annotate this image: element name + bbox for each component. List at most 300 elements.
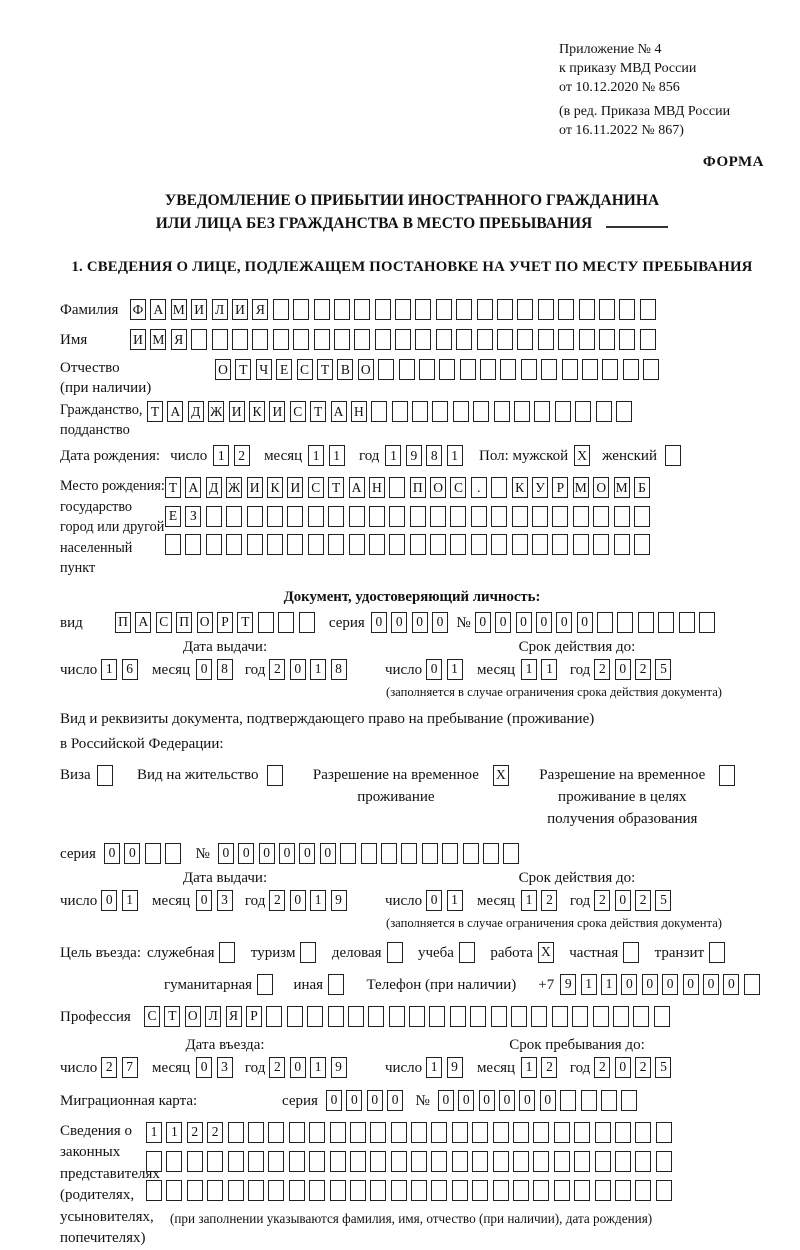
char-cell <box>370 1151 386 1172</box>
char-cell: 0 <box>346 1090 362 1111</box>
char-cell <box>289 1180 305 1201</box>
char-cell: Р <box>246 1006 262 1027</box>
char-cell: 1 <box>447 445 463 466</box>
tourism-checkbox <box>300 942 316 963</box>
char-cell <box>248 1180 264 1201</box>
char-cell <box>328 1006 344 1027</box>
id-valid-month-boxes <box>521 658 562 680</box>
char-cell: Т <box>317 359 333 380</box>
char-cell: С <box>156 612 172 633</box>
char-cell <box>617 612 633 633</box>
char-cell <box>450 506 466 527</box>
char-cell: Н <box>369 477 385 498</box>
char-cell <box>575 401 591 422</box>
char-cell: 1 <box>310 890 326 911</box>
citizenship-boxes <box>147 400 636 422</box>
annex-line: от 10.12.2020 № 856 <box>559 80 680 95</box>
char-cell <box>554 1122 570 1143</box>
purpose-humanitarian: гуманитарная <box>164 973 277 997</box>
char-cell: 5 <box>655 659 671 680</box>
char-cell <box>334 329 350 350</box>
res-issue-day-boxes <box>101 889 142 911</box>
char-cell <box>573 534 589 555</box>
char-cell: 0 <box>540 1090 556 1111</box>
char-cell <box>248 1122 264 1143</box>
char-cell <box>392 401 408 422</box>
char-cell <box>248 1151 264 1172</box>
char-cell: 1 <box>166 1122 182 1143</box>
phone-label: Телефон (при наличии) <box>366 976 517 993</box>
char-cell: Ч <box>256 359 272 380</box>
char-cell <box>411 1180 427 1201</box>
char-cell <box>334 299 350 320</box>
char-cell: 0 <box>218 843 234 864</box>
char-cell: 1 <box>521 890 537 911</box>
temp-residence-label: Разрешение на временное проживание <box>312 766 479 805</box>
char-cell <box>679 612 695 633</box>
char-cell: И <box>191 299 207 320</box>
char-cell <box>573 506 589 527</box>
char-cell <box>266 1006 282 1027</box>
mig-series-boxes <box>326 1089 408 1111</box>
char-cell: 1 <box>447 890 463 911</box>
phone-boxes <box>560 973 764 995</box>
char-cell: 9 <box>406 445 422 466</box>
char-cell: 1 <box>310 659 326 680</box>
char-cell <box>314 329 330 350</box>
char-cell: И <box>269 401 285 422</box>
char-cell <box>430 506 446 527</box>
char-cell: Л <box>205 1006 221 1027</box>
char-cell <box>375 299 391 320</box>
birthplace-rows <box>165 476 654 579</box>
id-kind-row <box>60 611 764 635</box>
surname-row <box>60 298 764 322</box>
res-date-headers <box>60 870 764 887</box>
char-cell: О <box>197 612 213 633</box>
id-valid-day-boxes <box>426 658 467 680</box>
char-cell <box>395 299 411 320</box>
visa-checkbox <box>97 765 113 786</box>
char-cell <box>614 506 630 527</box>
char-cell <box>232 329 248 350</box>
char-cell: 1 <box>426 1057 442 1078</box>
char-cell: 1 <box>310 1057 326 1078</box>
char-cell: 0 <box>290 1057 306 1078</box>
birth-date-label: Дата рождения: <box>60 448 161 464</box>
char-cell: 9 <box>331 1057 347 1078</box>
char-cell: 8 <box>217 659 233 680</box>
patronymic-label: Отчество (при наличии) <box>60 360 152 396</box>
id-date-headers <box>60 639 764 656</box>
char-cell: Ж <box>208 401 224 422</box>
char-cell <box>228 1180 244 1201</box>
char-cell <box>574 1180 590 1201</box>
char-cell: Е <box>276 359 292 380</box>
representatives-block <box>60 1121 764 1250</box>
char-cell: 1 <box>213 445 229 466</box>
char-cell: 0 <box>577 612 593 633</box>
char-cell <box>635 1122 651 1143</box>
char-cell <box>493 1151 509 1172</box>
char-cell <box>635 1180 651 1201</box>
series-label: серия <box>60 845 96 862</box>
char-cell <box>309 1122 325 1143</box>
res-number-boxes <box>218 842 524 864</box>
char-cell <box>602 359 618 380</box>
profession-row <box>60 1005 764 1029</box>
char-cell <box>453 401 469 422</box>
char-cell <box>391 1180 407 1201</box>
char-cell: М <box>573 477 589 498</box>
char-cell: 0 <box>703 974 719 995</box>
char-cell: М <box>150 329 166 350</box>
char-cell <box>328 534 344 555</box>
char-cell: 0 <box>387 1090 403 1111</box>
char-cell: А <box>150 299 166 320</box>
char-cell: 2 <box>541 1057 557 1078</box>
entry-date-headers <box>60 1037 764 1054</box>
month-label: месяц <box>152 892 191 909</box>
char-cell <box>415 329 431 350</box>
char-cell <box>146 1180 162 1201</box>
char-cell <box>517 329 533 350</box>
revision-line: от 16.11.2022 № 867) <box>559 123 684 138</box>
representatives-label: Сведения о законных представителях (родителях, усыновителях, попечителях) <box>60 1122 160 1246</box>
char-cell <box>165 534 181 555</box>
month-label: месяц <box>476 661 516 678</box>
char-cell: З <box>185 506 201 527</box>
char-cell <box>191 329 207 350</box>
char-cell <box>616 401 632 422</box>
given-name-row <box>60 328 764 352</box>
birth-year-boxes <box>385 444 467 466</box>
right-doc-line1: Вид и реквизиты документа, подтверждающего право на пребывание (проживание) <box>60 710 595 727</box>
char-cell <box>439 359 455 380</box>
char-cell <box>456 299 472 320</box>
char-cell: 1 <box>447 659 463 680</box>
year-label: год <box>569 661 591 678</box>
char-cell <box>247 506 263 527</box>
res-dates-row <box>60 889 764 913</box>
char-cell <box>596 401 612 422</box>
citizenship-label: Гражданство, подданство <box>60 402 143 438</box>
issue-date-header: Дата выдачи: <box>182 869 268 886</box>
stay-day-boxes <box>426 1056 467 1078</box>
char-cell <box>308 506 324 527</box>
month-label: месяц <box>152 1059 191 1076</box>
limited-note: (заполняется в случае ограничения срока действия документа) <box>386 684 722 699</box>
char-cell: 2 <box>269 659 285 680</box>
char-cell <box>267 534 283 555</box>
char-cell: 1 <box>581 974 597 995</box>
char-cell: 8 <box>426 445 442 466</box>
char-cell <box>533 1151 549 1172</box>
kind-label: вид <box>60 614 83 631</box>
char-cell <box>412 401 428 422</box>
char-cell: С <box>308 477 324 498</box>
char-cell <box>500 359 516 380</box>
char-cell: 0 <box>662 974 678 995</box>
entry-dates-row <box>60 1056 764 1080</box>
char-cell: П <box>410 477 426 498</box>
char-cell: 7 <box>122 1057 138 1078</box>
char-cell: О <box>215 359 231 380</box>
char-cell: 0 <box>391 612 407 633</box>
char-cell: 0 <box>238 843 254 864</box>
char-cell: 2 <box>234 445 250 466</box>
char-cell: О <box>593 477 609 498</box>
temp-residence-checkbox: X <box>493 765 509 786</box>
citizenship-row <box>60 400 764 440</box>
char-cell: 9 <box>331 890 347 911</box>
char-cell: 0 <box>290 659 306 680</box>
char-cell: 0 <box>556 612 572 633</box>
char-cell: 0 <box>536 612 552 633</box>
char-cell <box>228 1122 244 1143</box>
char-cell: 0 <box>320 843 336 864</box>
work-checkbox: X <box>538 942 554 963</box>
sex-female-checkbox <box>665 445 681 466</box>
char-cell: С <box>290 401 306 422</box>
char-cell: 0 <box>299 843 315 864</box>
year-label: год <box>244 892 266 909</box>
char-cell <box>207 1151 223 1172</box>
char-cell <box>613 1006 629 1027</box>
char-cell: 0 <box>104 843 120 864</box>
day-label: число <box>60 892 98 909</box>
char-cell: 6 <box>122 659 138 680</box>
char-cell <box>614 534 630 555</box>
char-cell <box>431 1151 447 1172</box>
char-cell <box>268 1151 284 1172</box>
char-cell <box>554 1180 570 1201</box>
char-cell: 1 <box>601 974 617 995</box>
res-valid-year-boxes <box>594 889 676 911</box>
form-title-line1: УВЕДОМЛЕНИЕ О ПРИБЫТИИ ИНОСТРАННОГО ГРАЖДАНИНА <box>164 192 660 209</box>
char-cell <box>581 1090 597 1111</box>
char-cell <box>599 299 615 320</box>
char-cell <box>389 534 405 555</box>
day-label: число <box>384 892 423 909</box>
visa-label: Виза <box>60 766 91 783</box>
char-cell <box>314 299 330 320</box>
year-label: год <box>569 892 591 909</box>
char-cell: 0 <box>615 890 631 911</box>
char-cell: 0 <box>458 1090 474 1111</box>
char-cell: Т <box>147 401 163 422</box>
month-label: месяц <box>476 1059 516 1076</box>
char-cell <box>534 401 550 422</box>
char-cell <box>491 534 507 555</box>
char-cell <box>452 1122 468 1143</box>
char-cell <box>562 359 578 380</box>
year-label: год <box>244 661 266 678</box>
char-cell <box>369 534 385 555</box>
char-cell: А <box>135 612 151 633</box>
char-cell <box>493 1180 509 1201</box>
char-cell <box>533 1180 549 1201</box>
day-label: число <box>60 1059 98 1076</box>
char-cell <box>350 1180 366 1201</box>
char-cell <box>654 1006 670 1027</box>
char-cell: 0 <box>723 974 739 995</box>
char-cell: 2 <box>101 1057 117 1078</box>
char-cell: 1 <box>385 445 401 466</box>
char-cell <box>258 612 274 633</box>
entry-year-boxes <box>269 1056 351 1078</box>
char-cell <box>460 359 476 380</box>
id-dates-row <box>60 658 764 682</box>
char-cell: 0 <box>290 890 306 911</box>
char-cell <box>401 843 417 864</box>
business-checkbox <box>387 942 403 963</box>
mig-number-boxes <box>438 1089 642 1111</box>
char-cell <box>389 477 405 498</box>
char-cell <box>555 401 571 422</box>
stay-month-boxes <box>521 1056 562 1078</box>
char-cell <box>410 506 426 527</box>
char-cell <box>399 359 415 380</box>
char-cell <box>597 612 613 633</box>
char-cell <box>361 843 377 864</box>
purpose-study: учеба <box>418 941 479 965</box>
char-cell <box>165 843 181 864</box>
char-cell <box>370 1122 386 1143</box>
char-cell <box>228 1151 244 1172</box>
char-cell <box>431 1180 447 1201</box>
char-cell <box>512 506 528 527</box>
char-cell <box>308 534 324 555</box>
char-cell <box>541 359 557 380</box>
char-cell <box>558 299 574 320</box>
char-cell <box>470 1006 486 1027</box>
char-cell: Т <box>310 401 326 422</box>
char-cell: Б <box>634 477 650 498</box>
char-cell: И <box>247 477 263 498</box>
study-checkbox <box>459 942 475 963</box>
char-cell <box>378 359 394 380</box>
char-cell <box>615 1180 631 1201</box>
char-cell <box>656 1122 672 1143</box>
char-cell: И <box>130 329 146 350</box>
char-cell: 0 <box>615 659 631 680</box>
char-cell <box>278 612 294 633</box>
valid-until-header: Срок действия до: <box>518 869 636 886</box>
char-cell: 2 <box>594 890 610 911</box>
res-series-row <box>60 842 764 866</box>
char-cell: П <box>115 612 131 633</box>
char-cell <box>552 506 568 527</box>
char-cell <box>463 843 479 864</box>
year-label: год <box>244 1059 266 1076</box>
purpose-private: частная <box>569 941 643 965</box>
char-cell <box>381 843 397 864</box>
char-cell <box>287 534 303 555</box>
char-cell <box>615 1151 631 1172</box>
identity-doc-heading: Документ, удостоверяющий личность: <box>283 588 541 605</box>
official-checkbox <box>219 942 235 963</box>
day-label: число <box>384 661 423 678</box>
char-cell <box>371 401 387 422</box>
char-cell <box>699 612 715 633</box>
char-cell <box>532 534 548 555</box>
number-sign: № <box>415 1092 430 1109</box>
char-cell: 1 <box>122 890 138 911</box>
char-cell <box>634 534 650 555</box>
permits-row <box>60 764 764 830</box>
temp-residence-edu-checkbox <box>719 765 735 786</box>
char-cell: И <box>229 401 245 422</box>
char-cell: Т <box>164 1006 180 1027</box>
char-cell: Я <box>226 1006 242 1027</box>
series-label: серия <box>328 614 365 631</box>
form-title <box>60 189 764 235</box>
char-cell <box>640 299 656 320</box>
char-cell <box>307 1006 323 1027</box>
char-cell: С <box>450 477 466 498</box>
char-cell <box>633 1006 649 1027</box>
char-cell <box>273 299 289 320</box>
visa-item <box>60 764 117 786</box>
char-cell: А <box>349 477 365 498</box>
birthplace-row3-boxes <box>165 533 654 555</box>
purpose-tourism: туризм <box>251 941 321 965</box>
char-cell <box>511 1006 527 1027</box>
char-cell: 0 <box>426 890 442 911</box>
char-cell: 2 <box>635 1057 651 1078</box>
other-checkbox <box>328 974 344 995</box>
res-issue-year-boxes <box>269 889 351 911</box>
birth-month-boxes <box>308 444 349 466</box>
purpose-work: работа X <box>490 941 558 965</box>
char-cell <box>744 974 760 995</box>
char-cell <box>593 506 609 527</box>
id-issue-month-boxes <box>196 658 237 680</box>
char-cell <box>293 299 309 320</box>
char-cell <box>601 1090 617 1111</box>
id-issue-year-boxes <box>269 658 351 680</box>
migration-card-label: Миграционная карта: <box>60 1092 198 1109</box>
char-cell <box>432 401 448 422</box>
char-cell <box>531 1006 547 1027</box>
char-cell <box>411 1151 427 1172</box>
valid-until-header: Срок действия до: <box>518 638 636 655</box>
char-cell <box>328 506 344 527</box>
char-cell: 0 <box>683 974 699 995</box>
char-cell <box>348 1006 364 1027</box>
char-cell: 2 <box>594 659 610 680</box>
char-cell <box>350 1151 366 1172</box>
char-cell: Т <box>328 477 344 498</box>
char-cell: 0 <box>367 1090 383 1111</box>
char-cell <box>477 299 493 320</box>
patronymic-boxes <box>215 358 664 380</box>
char-cell: 0 <box>516 612 532 633</box>
char-cell: О <box>430 477 446 498</box>
char-cell: 3 <box>217 1057 233 1078</box>
char-cell: 0 <box>475 612 491 633</box>
rep-row3-boxes <box>146 1179 676 1201</box>
humanitarian-checkbox <box>257 974 273 995</box>
entry-day-boxes <box>101 1056 142 1078</box>
char-cell <box>623 359 639 380</box>
char-cell <box>658 612 674 633</box>
char-cell: У <box>532 477 548 498</box>
char-cell: Р <box>552 477 568 498</box>
char-cell <box>615 1122 631 1143</box>
char-cell <box>289 1122 305 1143</box>
